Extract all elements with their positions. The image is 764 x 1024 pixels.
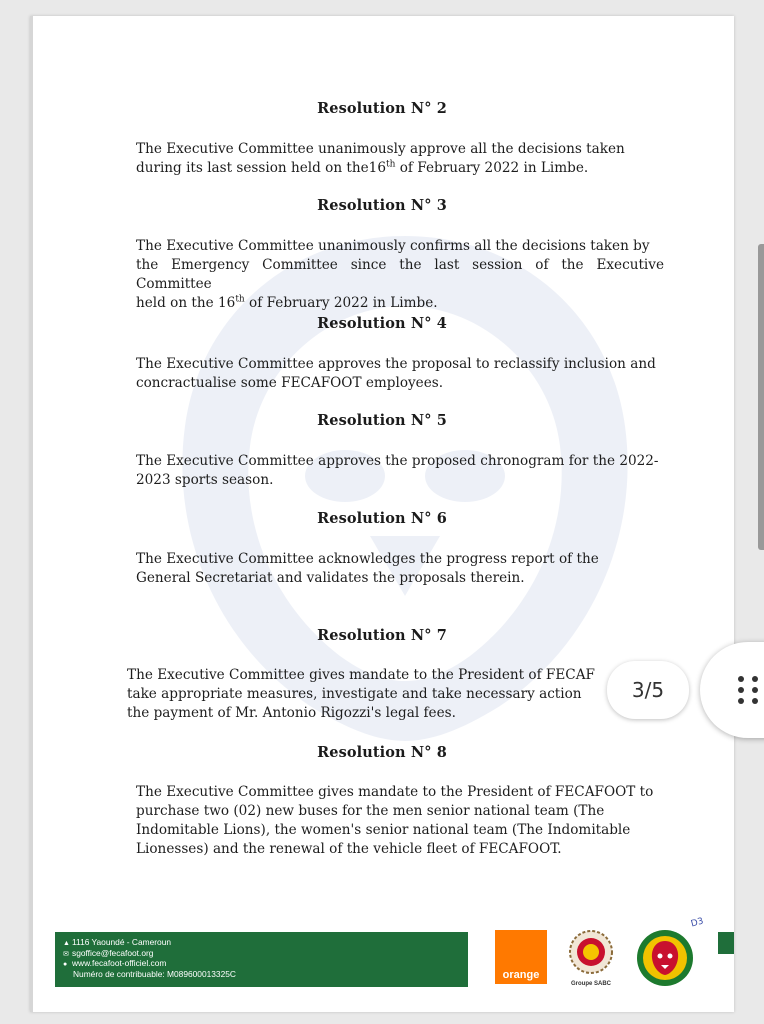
text-line: concractualise some FECAFOOT employees. <box>136 375 444 391</box>
resolution-3-text <box>136 237 664 313</box>
text-line: The Executive Committee gives mandate to the President of FECAF <box>127 667 595 683</box>
resolution-7-heading: Resolution N° 7 <box>317 627 447 644</box>
resolution-5-heading: Resolution N° 5 <box>317 412 447 429</box>
text-line: The Executive Committee approves the proposal to reclassify inclusion and <box>136 356 656 372</box>
handwritten-initials: D3 <box>689 916 705 930</box>
grip-dots-icon <box>738 676 760 706</box>
email-line: ✉ sgoffice@fecafoot.org <box>55 948 468 959</box>
scrollbar-handle[interactable] <box>758 244 764 550</box>
text-line: The Executive Committee acknowledges the progress report of the <box>136 551 599 567</box>
text-line: the Emergency Committee since the last session of the Executive Committee <box>136 257 664 292</box>
resolution-6-heading: Resolution N° 6 <box>317 510 447 527</box>
resolution-6-text <box>136 550 664 588</box>
document-page <box>30 16 734 1012</box>
mail-icon: ✉ <box>63 950 69 958</box>
resolution-2-text <box>136 140 664 178</box>
text-line: Indomitable Lions), the women's senior national team (The Indomitable <box>136 822 631 838</box>
resolution-8-heading: Resolution N° 8 <box>317 744 447 761</box>
contact-bar <box>55 932 468 987</box>
page-indicator[interactable]: 3/5 <box>607 661 689 719</box>
sabc-seal-icon <box>566 929 616 977</box>
text-line: held on the 16th of February 2022 in Limbe. <box>136 294 438 311</box>
letterhead-footer <box>30 916 734 1006</box>
resolution-2-heading: Resolution N° 2 <box>317 100 447 117</box>
text-line: Lionesses) and the renewal of the vehicle fleet of FECAFOOT. <box>136 841 562 857</box>
website-line: ● www.fecafoot-officiel.com <box>55 958 468 969</box>
orange-logo: orange <box>495 930 547 984</box>
text-line: during its last session held on the16th of February 2022 in Limbe. <box>136 159 589 176</box>
fecafoot-lion-logo-icon <box>636 929 694 987</box>
resolution-3-heading: Resolution N° 3 <box>317 197 447 214</box>
resolution-4-text <box>136 355 664 393</box>
resolution-5-text <box>136 452 664 490</box>
globe-icon: ● <box>63 961 68 968</box>
home-icon: ▲ <box>63 940 70 947</box>
text-line: The Executive Committee unanimously approve all the decisions taken <box>136 141 625 157</box>
green-strip <box>718 932 734 954</box>
text-line: take appropriate measures, investigate and take necessary action <box>127 686 582 702</box>
resolution-7-text <box>127 666 655 723</box>
text-line: General Secretariat and validates the proposals therein. <box>136 570 525 586</box>
text-line: The Executive Committee gives mandate to the President of FECAFOOT to <box>136 784 654 800</box>
address-line: ▲ 1116 Yaoundé - Cameroun <box>55 937 468 948</box>
resolution-8-text <box>136 783 664 859</box>
text-line: The Executive Committee unanimously confirms all the decisions taken by <box>136 238 650 254</box>
sabc-logo: Groupe SABC <box>566 929 616 987</box>
text-line: 2023 sports season. <box>136 472 274 488</box>
text-line: purchase two (02) new buses for the men senior national team (The <box>136 803 605 819</box>
taxpayer-line: Numéro de contribuable: M089600013325C <box>73 968 236 979</box>
text-line: The Executive Committee approves the proposed chronogram for the 2022- <box>136 453 659 469</box>
resolution-4-heading: Resolution N° 4 <box>317 315 447 332</box>
text-line: the payment of Mr. Antonio Rigozzi's legal fees. <box>127 705 456 721</box>
